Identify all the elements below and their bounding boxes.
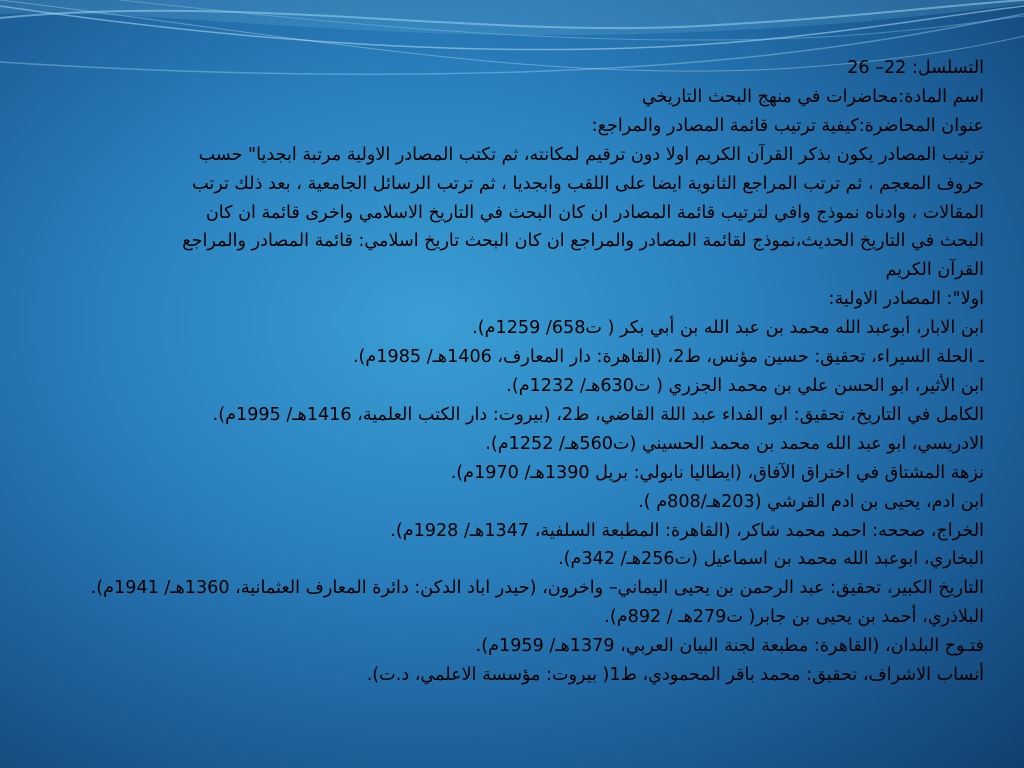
slide-body-text	[58, 54, 984, 690]
course-name: اسم المادة:محاضرات في منهج البحث التاريخي	[641, 86, 984, 107]
reference-entry: نزهة المشتاق في اختراق الآفاق، (ايطاليا نابولي: بريل 1390هـ/ 1970م).	[450, 462, 984, 483]
reference-entry: البخاري، ابوعبد الله محمد بن اسماعيل (ت256هـ/ 342م).	[558, 549, 984, 570]
paragraph-line: البحث في التاريخ الحديث،نموذج لقائمة المصادر والمراجع ان كان البحث تاريخ اسلامي: قائمة المصادر والمراجع	[182, 231, 984, 252]
quran-heading: القرآن الكريم	[885, 260, 984, 281]
paragraph-line: ترتيب المصادر يكون بذكر القرآن الكريم اولا دون ترقيم لمكانته، ثم تكتب المصادر الاولية مرتبة ابجديا" حسب	[198, 144, 984, 165]
sequence-number: التسلسل: 22– 26	[847, 58, 984, 78]
reference-entry: أنساب الاشراف، تحقيق: محمد باقر المحمودي، ط1( بيروت: مؤسسة الاعلمي، د.ت).	[366, 665, 984, 686]
primary-sources-heading: اولا": المصادر الاولية:	[828, 289, 984, 310]
reference-entry: الادريسي، ابو عبد الله محمد بن محمد الحسيني (ت560هـ/ 1252م).	[485, 433, 984, 454]
paragraph-line: المقالات ، وادناه نموذج وافي لترتيب قائمة المصادر ان كان البحث في التاريخ الاسلامي واخرى قائمة ان كان	[205, 202, 984, 223]
reference-entry: التاريخ الكبير، تحقيق: عبد الرحمن بن يحيى اليماني– واخرون، (حيدر اباد الدكن: دائرة المعارف العثمانية، 1360هـ/ 1941م).	[90, 578, 984, 599]
reference-entry: الكامل في التاريخ، تحقيق: ابو الفداء عبد اللة القاضي، ط2، (بيروت: دار الكتب العلمية، 1416هـ/ 1995م).	[212, 404, 984, 425]
lecture-title: عنوان المحاضرة:كيفية ترتيب قائمة المصادر والمراجع:	[591, 115, 984, 136]
reference-entry: ابن ادم، يحيى بن ادم القرشي (203هـ/808م ).	[638, 491, 984, 512]
paragraph-line: حروف المعجم ، ثم ترتب المراجع الثانوية ايضا على اللقب وابجديا ، ثم ترتب الرسائل الجامعية ، بعد ذلك ترتب	[192, 173, 984, 194]
reference-entry: ـ الحلة السيراء، تحقيق: حسين مؤنس، ط2، (القاهرة: دار المعارف، 1406هـ/ 1985م).	[352, 347, 984, 368]
reference-entry: ابن الأثير، ابو الحسن علي بن محمد الجزري ( ت630هـ/ 1232م).	[506, 375, 984, 396]
reference-entry: الخراج، صححه: احمد محمد شاكر، (القاهرة: المطبعة السلفية، 1347هـ/ 1928م).	[390, 520, 984, 541]
wave-band	[0, 0, 1024, 35]
reference-entry: ابن الابار، أبوعبد الله محمد بن عبد الله بن أبي بكر ( ت658/ 1259م).	[472, 318, 984, 339]
reference-entry: فتـوح البلدان، (القاهرة: مطبعة لجنة البيان العربي، 1379هـ/ 1959م).	[475, 636, 984, 657]
reference-entry: البلاذري، أحمد بن يحيى بن جابر( ت279هـ / 892م).	[604, 607, 984, 628]
